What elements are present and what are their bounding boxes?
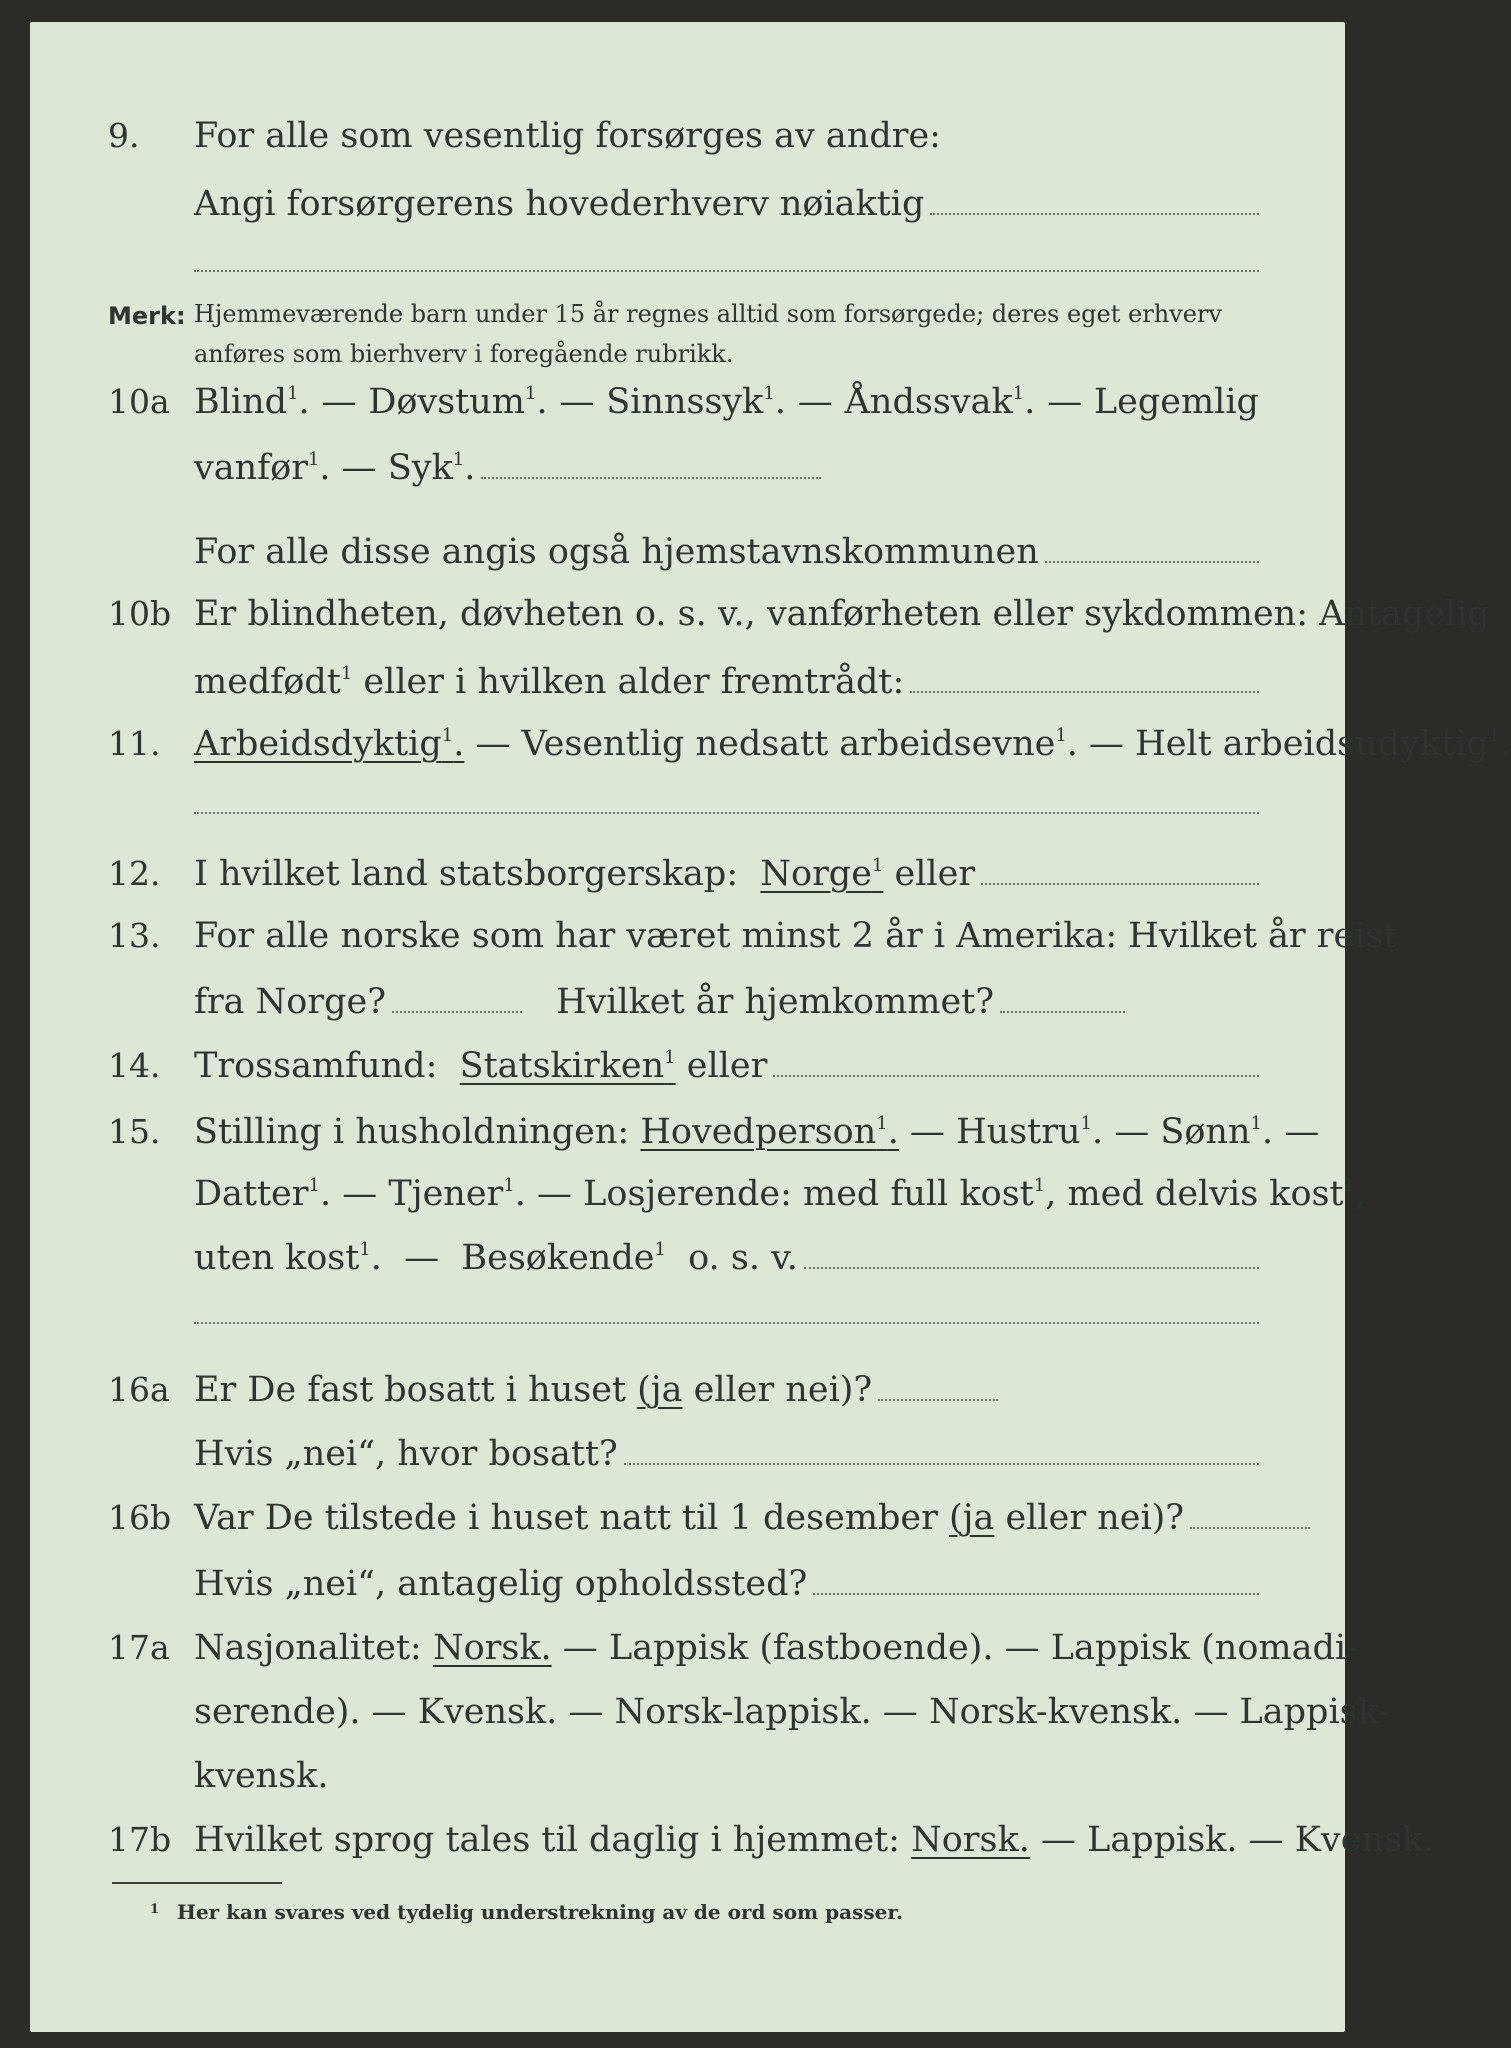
answer-field[interactable] bbox=[813, 1565, 1259, 1595]
option-norsk[interactable]: Norsk. bbox=[911, 1820, 1030, 1860]
answer-field[interactable] bbox=[481, 449, 821, 479]
question-text: Er blindheten, døvheten o. s. v., vanførheten eller sykdommen: Antagelig bbox=[194, 594, 1490, 634]
question-text: Hvilket sprog tales til daglig i hjemmet: Norsk. — Lappisk. — Kvensk. bbox=[194, 1820, 1435, 1860]
question-number: 17b bbox=[108, 1820, 172, 1859]
question-text: Var De tilstede i huset natt til 1 desember bbox=[194, 1498, 938, 1538]
answer-field[interactable] bbox=[981, 855, 1259, 885]
answer-line[interactable] bbox=[194, 270, 1259, 272]
option-hovedperson[interactable]: Hovedperson$^1$. bbox=[640, 1112, 899, 1152]
option-andssvak[interactable]: Åndssvak$^1$. bbox=[844, 382, 1036, 422]
note-label: Merk: bbox=[108, 302, 186, 330]
question-text: For alle disse angis også hjemstavnskommunen bbox=[194, 532, 1039, 572]
question-number: 13. bbox=[108, 916, 161, 955]
question-text: Nasjonalitet: Norsk. — Lappisk (fastboende). — Lappisk (nomadi- bbox=[194, 1628, 1358, 1668]
option-norge[interactable]: Norge$^1$ bbox=[760, 854, 884, 894]
question-number: 9. bbox=[108, 116, 140, 155]
option-arbeidsdyktig[interactable]: Arbeidsdyktig$^1$. bbox=[194, 724, 465, 764]
note-block bbox=[30, 294, 1345, 384]
option-norsk[interactable]: Norsk. bbox=[432, 1628, 552, 1668]
question-text: Angi forsørgerens hovederhverv nøiaktig bbox=[194, 184, 925, 224]
question-text: o. s. v. bbox=[688, 1238, 798, 1278]
question-text: eller bbox=[686, 1046, 768, 1086]
question-number: 17a bbox=[108, 1628, 170, 1667]
option-syk[interactable]: Syk$^1$. bbox=[387, 448, 476, 488]
question-number: 12. bbox=[108, 854, 161, 893]
answer-field-year-returned[interactable] bbox=[1000, 983, 1125, 1013]
question-text: eller i hvilken alder fremtrådt: bbox=[363, 662, 905, 702]
option-sonn[interactable]: Sønn$^1$. bbox=[1160, 1112, 1274, 1152]
question-text: Stilling i husholdningen: Hovedperson$^1$. — Hustru$^1$. — Sønn$^1$. — bbox=[194, 1112, 1320, 1152]
footnote-rule bbox=[112, 1882, 282, 1884]
option-blind[interactable]: Blind$^1$. bbox=[194, 382, 310, 422]
option-legemlig[interactable]: Legemlig bbox=[1093, 382, 1259, 422]
question-text: Er De fast bosatt i huset bbox=[194, 1370, 626, 1410]
question-number: 10b bbox=[108, 594, 172, 633]
answer-field[interactable] bbox=[910, 663, 1259, 693]
option-uten-kost[interactable]: uten kost$^1$. bbox=[194, 1238, 382, 1278]
question-text: For alle norske som har været minst 2 år i Amerika: Hvilket år reist bbox=[194, 916, 1398, 956]
option-ja[interactable]: (ja bbox=[637, 1370, 683, 1410]
question-number: 10a bbox=[108, 382, 170, 421]
question-text: Hvis „nei“, hvor bosatt? bbox=[194, 1434, 618, 1474]
option-dovstum[interactable]: Døvstum$^1$. bbox=[368, 382, 548, 422]
option-hustru[interactable]: Hustru$^1$. bbox=[956, 1112, 1104, 1152]
question-text: Trossamfund: bbox=[194, 1046, 438, 1086]
question-number: 16b bbox=[108, 1498, 172, 1537]
answer-line[interactable] bbox=[194, 1322, 1259, 1324]
answer-field[interactable] bbox=[1045, 533, 1259, 563]
answer-field[interactable] bbox=[930, 185, 1259, 215]
footnote-text: Her kan svares ved tydelig understrekning av de ord som passer. bbox=[177, 1900, 904, 1924]
question-text: kvensk. bbox=[194, 1756, 329, 1796]
question-number: 16a bbox=[108, 1370, 170, 1409]
question-number: 11. bbox=[108, 724, 161, 763]
option-sinnssyk[interactable]: Sinnssyk$^1$. bbox=[606, 382, 786, 422]
question-text: For alle som vesentlig forsørges av andre: bbox=[194, 116, 941, 156]
question-text: I hvilket land statsborgerskap: bbox=[194, 854, 739, 894]
option-tjener[interactable]: Tjener$^1$. bbox=[388, 1174, 526, 1214]
option-datter[interactable]: Datter$^1$. bbox=[194, 1174, 332, 1214]
question-text: eller nei)? bbox=[693, 1370, 873, 1410]
option-udyktig[interactable]: Helt arbeidsudyktig$^1$. bbox=[1135, 724, 1511, 764]
answer-line[interactable] bbox=[194, 812, 1259, 814]
answer-field[interactable] bbox=[1190, 1499, 1310, 1529]
answer-field[interactable] bbox=[624, 1435, 1259, 1465]
option-ja[interactable]: (ja bbox=[949, 1498, 995, 1538]
question-text: Hvis „nei“, antagelig opholdssted? bbox=[194, 1564, 808, 1604]
footnote-mark: 1 bbox=[150, 1902, 160, 1917]
option-nedsatt[interactable]: Vesentlig nedsatt arbeidsevne$^1$. bbox=[521, 724, 1078, 764]
option-statskirken[interactable]: Statskirken$^1$ bbox=[459, 1046, 676, 1086]
note-text: Hjemmeværende barn under 15 år regnes alltid som forsørgede; deres eget erhverv anføres som bierhverv i foregående rubrikk. bbox=[194, 300, 1222, 368]
question-text: Arbeidsdyktig$^1$. — Vesentlig nedsatt arbeidsevne$^1$. — Helt arbeidsudyktig$^1$. bbox=[194, 724, 1511, 764]
answer-field[interactable] bbox=[804, 1239, 1259, 1269]
question-text: fra Norge? bbox=[194, 982, 386, 1022]
question-text: Blind$^1$. — Døvstum$^1$. — Sinnssyk$^1$. — Åndssvak$^1$. — Legemlig bbox=[194, 382, 1259, 422]
option-vanfor[interactable]: vanfør$^1$. bbox=[194, 448, 331, 488]
answer-field[interactable] bbox=[878, 1371, 998, 1401]
option-delvis-kost[interactable]: med delvis kost$^1$, bbox=[1067, 1174, 1367, 1214]
option-besokende[interactable]: Besøkende$^1$ bbox=[461, 1238, 666, 1278]
question-text: Hvilket år hjemkommet? bbox=[556, 982, 995, 1022]
answer-field[interactable] bbox=[773, 1047, 1259, 1077]
question-number: 14. bbox=[108, 1046, 161, 1085]
question-number: 15. bbox=[108, 1112, 161, 1151]
census-form-page: 9. For alle som vesentlig forsørges av andre: Angi forsørgerens hovederhverv nøiaktig Merk: Hjemmeværende barn under 15 år regnes alltid som forsørgede; deres eget erhverv anføres som bierhverv i foregående rubrikk. 10a Blind$^1$. — Døvstum$^1$. — Sinnssyk$^1$. — Åndssvak$^1$. — Legemlig vanfør$^1$. — Syk$^1$. For alle disse angis også hjemstavnskommunen 10b Er blindheten, døvheten o. s. v., vanførheten eller sykdommen: Antagelig medfødt$^1$ eller i hvilken alder fremtrådt: 11. Arbeidsdyktig$^1$. — Vesentlig nedsatt arbeidsevne$^1$. — Helt arbeidsudyktig$^1$. 12. I hvilket land statsborgerskap: Norge$^1$ eller 13. For alle norske som har været minst 2 år i Amerika: Hvilket år reist fra Norge? Hvilket år hjemkommet? 14. Trossamfund: Statskirken$^1$ eller 15. Stilling i husholdningen: Hovedperson$^1$. — Hustru$^1$. — Sønn$^1$. — Datter$^1$. — Tjener$^1$. — Losjerende: med full kost$^1$, med delvis kost$^1$, uten kost$^1$. — Besøkende$^1$ o. s. v. 16a Er De fast bosatt i huset (ja eller nei)? Hvis „nei“, hvor bosatt? 16b Var De tilstede i huset natt til 1 desember (ja eller nei)? Hvis „nei“, antagelig opholdssted? 17a Nasjonalitet: Norsk. — Lappisk (fastboende). — Lappisk (nomadi- serende). — Kvensk. — Norsk-lappisk. — Norsk-kvensk. — Lappisk- kvensk. 17b Hvilket sprog tales til daglig i hjemmet: Norsk. — Lappisk. — Kvensk. $^1$ Her kan svares ved tydelig understrekning av de ord som passer. bbox=[30, 22, 1345, 2032]
question-text: serende). — Kvensk. — Norsk-lappisk. — Norsk-kvensk. — Lappisk- bbox=[194, 1692, 1391, 1732]
option-medfodt[interactable]: medfødt$^1$ bbox=[194, 662, 353, 702]
answer-field-year-left[interactable] bbox=[392, 983, 522, 1013]
question-text: eller nei)? bbox=[1005, 1498, 1185, 1538]
option-full-kost[interactable]: Losjerende: med full kost$^1$, bbox=[583, 1174, 1057, 1214]
question-text: eller bbox=[894, 854, 976, 894]
question-text: Datter$^1$. — Tjener$^1$. — Losjerende: med full kost$^1$, med delvis kost$^1$, bbox=[194, 1174, 1367, 1214]
footnote bbox=[150, 1900, 903, 1924]
